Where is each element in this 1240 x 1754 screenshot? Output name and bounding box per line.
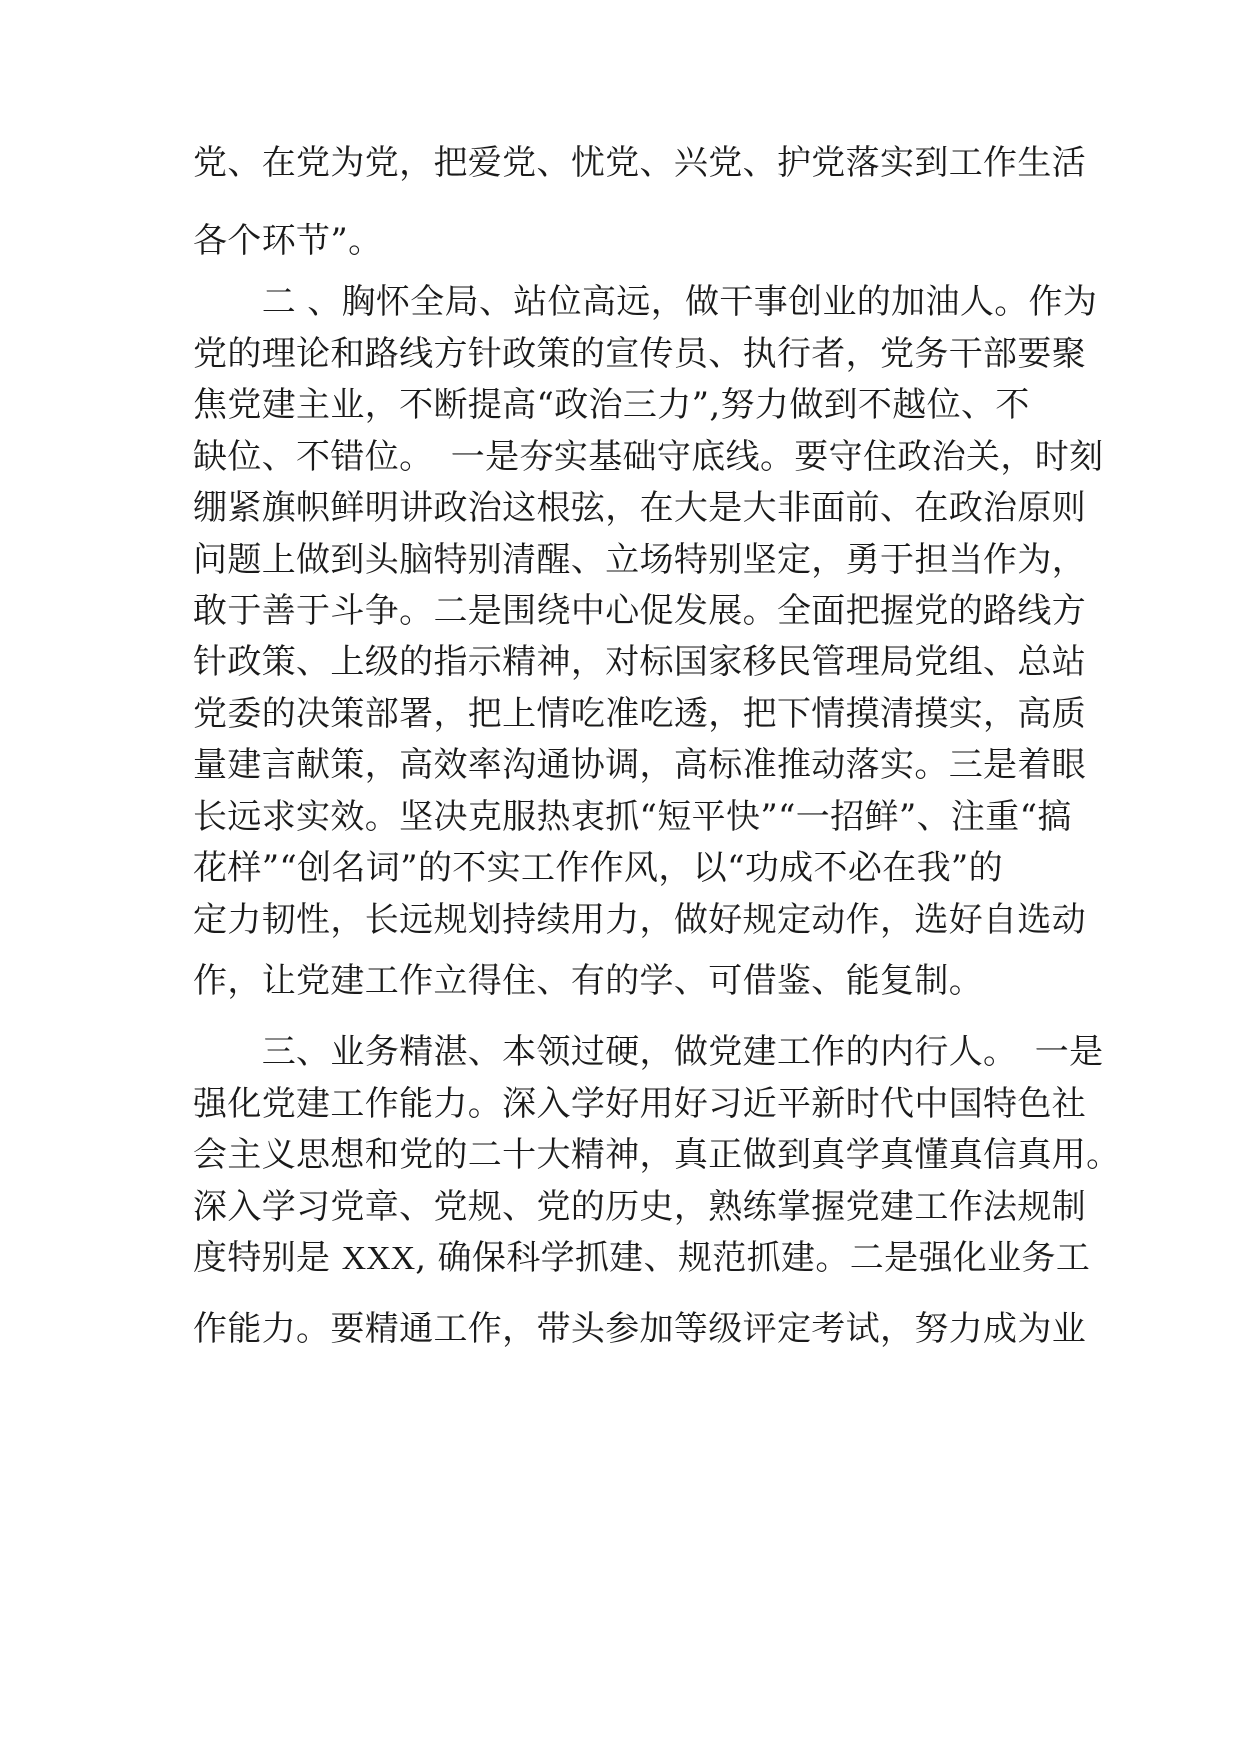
text-line: 焦党建主业，不断提高“政治三力”,努力做到不越位、不 [193,385,1030,425]
text-line: 长远求实效。坚决克服热衷抓“短平快”“一招鲜”、注重“搞 [193,797,1072,837]
text-line: 敢于善于斗争。二是围绕中心促发展。全面把握党的路线方 [193,591,1087,631]
text-span: , 确保科学抓建、规范抓建。二是强化业务工 [415,1238,1091,1278]
text-line: 绷紧旗帜鲜明讲政治这根弦，在大是大非面前、在政治原则 [193,488,1087,528]
text-line: 针政策、上级的指示精神，对标国家移民管理局党组、总站 [193,642,1087,682]
text-line: 强化党建工作能力。深入学好用好习近平新时代中国特色社 [193,1084,1087,1124]
text-line: 量建言献策，高效率沟通协调，高标准推动落实。三是着眼 [193,745,1087,785]
text-line: 深入学习党章、党规、党的历史，熟练掌握党建工作法规制 [193,1187,1087,1227]
text-line: 党、在党为党，把爱党、忧党、兴党、护党落实到工作生活 [193,143,1087,183]
placeholder-code: XXX [341,1240,416,1277]
text-line: 作能力。要精通工作，带头参加等级评定考试，努力成为业 [193,1309,1087,1349]
text-line: 二 、胸怀全局、站位高远，做干事创业的加油人。作为 [193,282,1098,322]
text-line: 党的理论和路线方针政策的宣传员、执行者，党务干部要聚 [193,334,1087,374]
text-line: 党委的决策部署，把上情吃准吃透，把下情摸清摸实，高质 [193,694,1087,734]
text-line: 会主义思想和党的二十大精神，真正做到真学真懂真信真用。 [193,1135,1121,1175]
text-line: 各个环节”。 [193,221,383,261]
text-span: 度特别是 [193,1238,342,1278]
text-line: 缺位、不错位。 一是夯实基础守底线。要守住政治关，时刻 [193,437,1104,477]
text-line [193,1238,1090,1279]
text-line: 花样”“创名词”的不实工作作风，以“功成不必在我”的 [193,848,1004,888]
text-line: 问题上做到头脑特别清醒、立场特别坚定，勇于担当作为， [193,540,1087,580]
text-line: 三、业务精湛、本领过硬，做党建工作的内行人。 一是 [193,1032,1104,1072]
text-line: 定力韧性，长远规划持续用力，做好规定动作，选好自选动 [193,900,1087,940]
text-line: 作，让党建工作立得住、有的学、可借鉴、能复制。 [193,961,984,1001]
